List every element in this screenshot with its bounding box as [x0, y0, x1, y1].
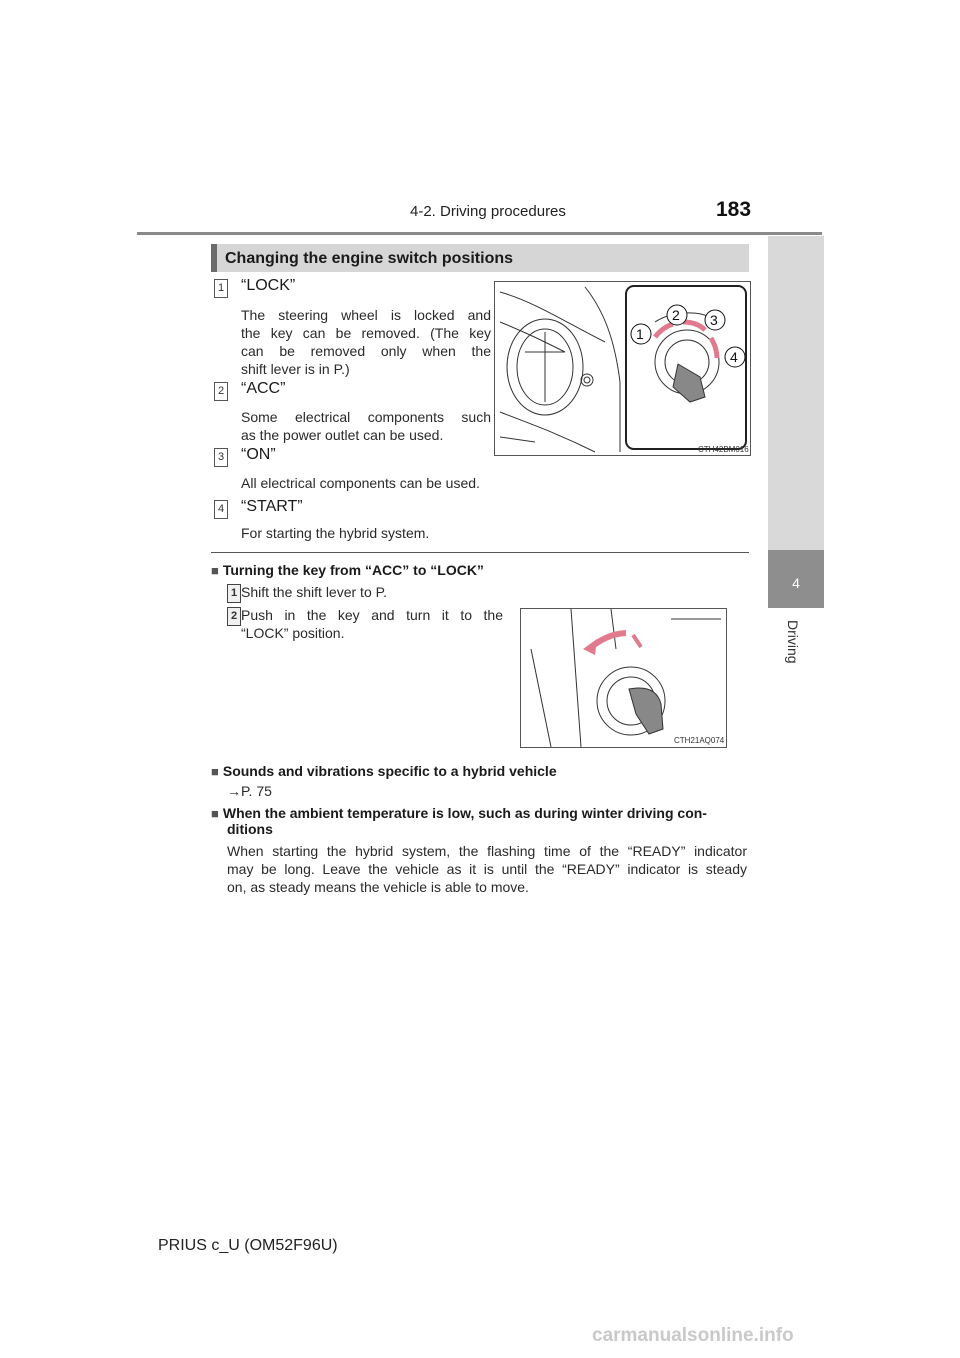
footer-model-code: PRIUS c_U (OM52F96U): [158, 1237, 338, 1254]
item-title-acc: “ACC”: [241, 380, 286, 397]
side-tab-number: 4: [792, 575, 800, 591]
item-title-lock: “LOCK”: [241, 277, 296, 294]
step-number-1: 1: [227, 584, 241, 603]
sounds-heading: ■ Sounds and vibrations specific to a hybrid vehicle: [211, 763, 557, 779]
item-desc-on: All electrical components can be used.: [241, 475, 480, 491]
turning-key-heading: ■ Turning the key from “ACC” to “LOCK”: [211, 562, 484, 578]
figure-turn-to-lock: [520, 608, 727, 748]
callout-3: 3: [710, 312, 718, 328]
item-number-4: 4: [214, 500, 228, 519]
side-tab-track: [768, 236, 824, 550]
page-number: 183: [716, 198, 752, 221]
header-rule: [137, 232, 822, 235]
item-desc-acc: Some electrical components such as the power outlet can be used.: [241, 409, 491, 443]
running-header-section: 4-2. Driving procedures: [410, 203, 566, 220]
step-1-text: Shift the shift lever to P.: [241, 584, 388, 600]
section-divider: [211, 552, 749, 553]
sounds-page-ref: →P. 75: [227, 783, 272, 799]
watermark: carmanualsonline.info: [592, 1325, 794, 1346]
side-tab-label: Driving: [785, 620, 801, 664]
item-title-start: “START”: [241, 498, 303, 515]
item-number-2: 2: [214, 382, 228, 401]
callout-2: 2: [672, 307, 680, 323]
item-desc-lock: The steering wheel is locked and the key can be removed. (The key can be removed only when the shift lever is in P.): [241, 307, 491, 377]
figure-key-positions: [494, 281, 751, 456]
ambient-heading: ■ When the ambient temperature is low, such as during winter driving con- ditions: [211, 805, 707, 837]
item-title-on: “ON”: [241, 446, 276, 463]
callout-4: 4: [730, 349, 738, 365]
section-title: Changing the engine switch positions: [225, 250, 514, 267]
step-number-2: 2: [227, 607, 241, 626]
figure-1-code: CTH42BM016: [698, 445, 749, 454]
step-2-text: Push in the key and turn it to the “LOCK” position.: [241, 607, 503, 641]
item-desc-start: For starting the hybrid system.: [241, 525, 430, 541]
item-number-1: 1: [214, 279, 228, 298]
figure-2-code: CTH21AQ074: [674, 736, 725, 745]
section-title-accent: [211, 244, 217, 272]
ambient-body: When starting the hybrid system, the flashing time of the “READY” indicator may be long. Leave the vehicle as it is until the “READY” indicator is steady on, as steady means the vehicle is able to move.: [227, 843, 747, 895]
figure-key-positions-illustration: [495, 282, 750, 455]
callout-1: 1: [636, 326, 644, 342]
item-number-3: 3: [214, 448, 228, 467]
figure-turn-to-lock-illustration: [521, 609, 726, 747]
